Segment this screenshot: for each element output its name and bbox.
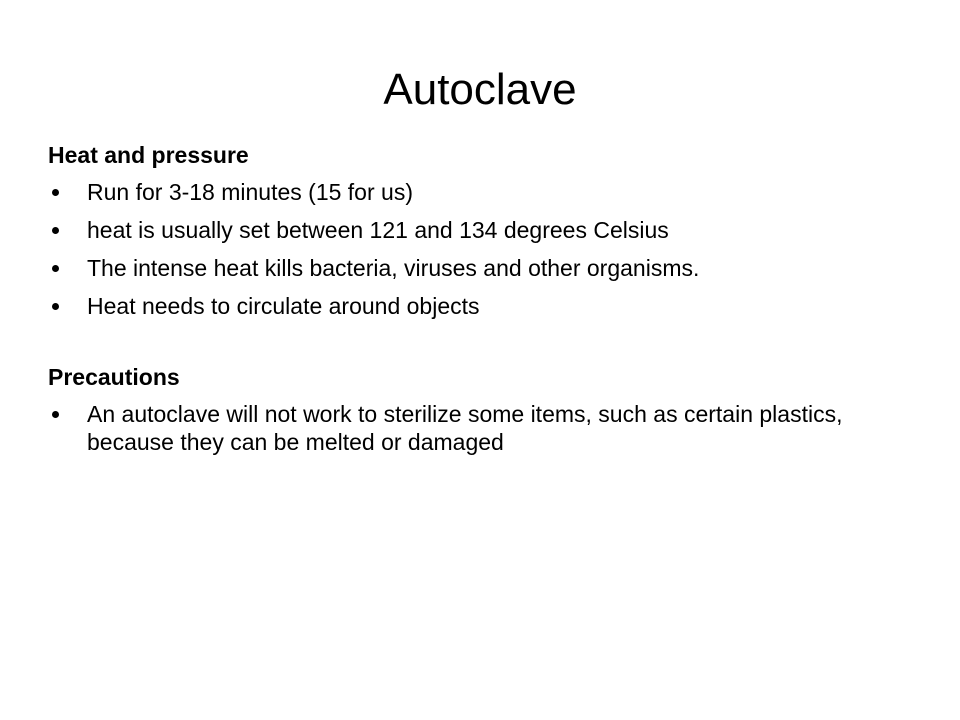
section-heading-heat-and-pressure: Heat and pressure — [48, 142, 249, 168]
bullet-icon — [52, 227, 59, 234]
bullet-item — [48, 292, 908, 320]
bullet-text: An autoclave will not work to sterilize some items, such as certain plastics, because they can be melted or damaged — [87, 401, 843, 455]
bullet-icon — [52, 265, 59, 272]
bullet-icon — [52, 189, 59, 196]
bullet-list-heat-and-pressure — [48, 178, 908, 320]
bullet-text: Heat needs to circulate around objects — [87, 293, 480, 319]
bullet-list-precautions — [48, 400, 908, 456]
section-spacer — [48, 320, 908, 360]
bullet-item — [48, 178, 908, 206]
bullet-icon — [52, 303, 59, 310]
slide-content — [48, 138, 908, 456]
bullet-icon — [52, 411, 59, 418]
slide-title: Autoclave — [383, 65, 577, 114]
bullet-text: heat is usually set between 121 and 134 degrees Celsius — [87, 217, 669, 243]
bullet-item — [48, 216, 908, 244]
section-heading-precautions: Precautions — [48, 364, 180, 390]
bullet-item — [48, 254, 908, 282]
bullet-item — [48, 400, 908, 456]
bullet-text: Run for 3-18 minutes (15 for us) — [87, 179, 413, 205]
bullet-text: The intense heat kills bacteria, viruses and other organisms. — [87, 255, 700, 281]
